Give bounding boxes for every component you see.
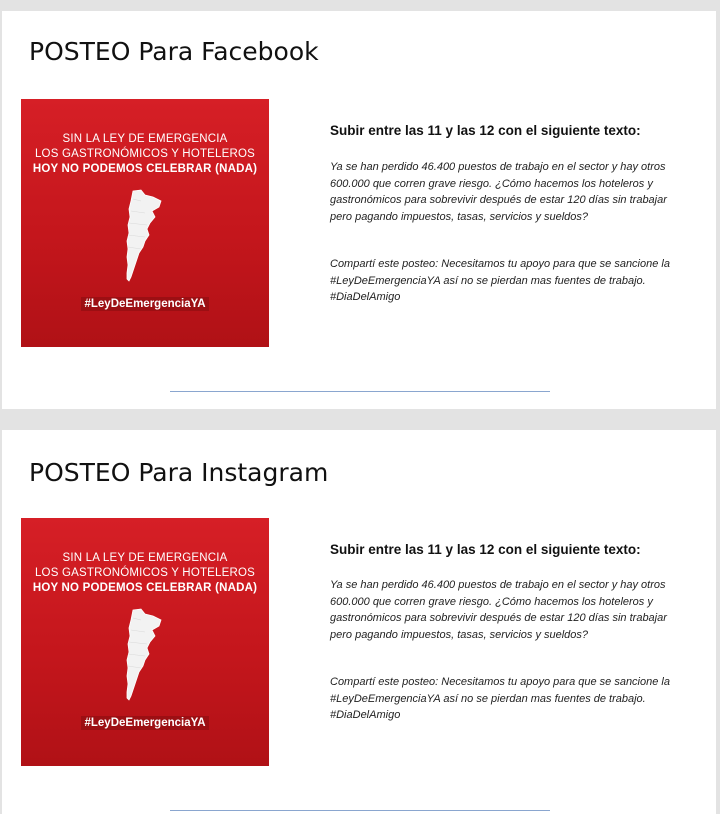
post-text-paragraph: Compartí este posteo: Necesitamos tu apoyo para que se sancione la #LeyDeEmergenciaYA así no se pierdan mas fuentes de trabajo. #DiaDelAmigo — [330, 676, 670, 721]
posting-instruction: Subir entre las 11 y las 12 con el siguiente texto: — [330, 123, 641, 138]
facebook-post-slide — [2, 11, 716, 409]
post-text-paragraph: Ya se han perdido 46.400 puestos de trabajo en el sector y hay otros 600.000 que corren grave riesgo. ¿Cómo hacemos los hoteleros y gastronómicos para sobrevivir después de estar 120 días sin trabajar pero pagando impuestos, tasas, servicios y sueldos? — [330, 161, 667, 223]
campaign-post-image — [21, 518, 269, 766]
instagram-post-slide — [2, 430, 716, 814]
divider-line — [170, 391, 550, 392]
slide-title: POSTEO Para Instagram — [29, 458, 329, 487]
argentina-map-icon — [119, 608, 175, 702]
hashtag-label: #LeyDeEmergenciaYA — [21, 713, 269, 731]
image-text-line-bold: HOY NO PODEMOS CELEBRAR (NADA) — [32, 163, 258, 175]
image-text-line-bold: HOY NO PODEMOS CELEBRAR (NADA) — [32, 582, 258, 594]
slide-title: POSTEO Para Facebook — [29, 37, 319, 66]
posting-instruction: Subir entre las 11 y las 12 con el siguiente texto: — [330, 542, 641, 557]
post-text-paragraph: Compartí este posteo: Necesitamos tu apoyo para que se sancione la #LeyDeEmergenciaYA así no se pierdan mas fuentes de trabajo. #DiaDelAmigo — [330, 258, 670, 303]
image-text-line: LOS GASTRONÓMICOS Y HOTELEROS — [34, 567, 256, 579]
post-text-paragraph: Ya se han perdido 46.400 puestos de trabajo en el sector y hay otros 600.000 que corren grave riesgo. ¿Cómo hacemos los hoteleros y gastronómicos para sobrevivir después de estar 120 días sin trabajar pero pagando impuestos, tasas, servicios y sueldos? — [330, 579, 667, 641]
divider-line — [170, 810, 550, 811]
image-text-line: SIN LA LEY DE EMERGENCIA — [62, 133, 228, 145]
campaign-post-image — [21, 99, 269, 347]
argentina-map-icon — [119, 189, 175, 283]
hashtag-label: #LeyDeEmergenciaYA — [21, 294, 269, 312]
image-text-line: SIN LA LEY DE EMERGENCIA — [62, 552, 228, 564]
image-text-line: LOS GASTRONÓMICOS Y HOTELEROS — [34, 148, 256, 160]
